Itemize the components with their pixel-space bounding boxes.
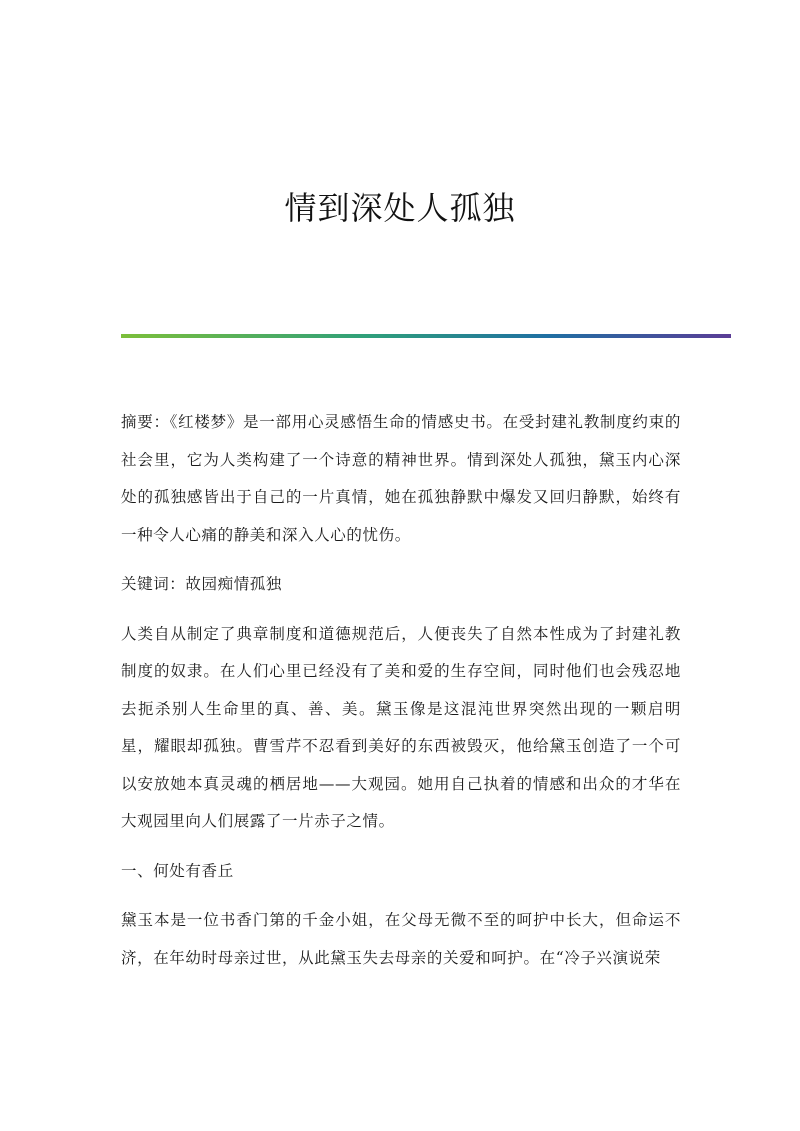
abstract-paragraph: 摘要：《红楼梦》是一部用心灵感悟生命的情感史书。在受封建礼教制度约束的社会里，它为人类构建了一个诗意的精神世界。情到深处人孤独，黛玉内心深处的孤独感皆出于自己的一片真情，她在孤独静默中爆发又回归静默，始终有一种令人心痛的静美和深入人心的忧伤。 — [121, 413, 681, 544]
body-text — [121, 404, 681, 989]
page-title: 情到深处人孤独 — [284, 189, 516, 227]
body-paragraph: 黛玉本是一位书香门第的千金小姐，在父母无微不至的呵护中长大，但命运不济，在年幼时母亲过世，从此黛玉失去母亲的关爱和呵护。在“冷子兴演说荣 — [121, 911, 681, 967]
keywords-paragraph: 关键词：故园痴情孤独 — [121, 575, 283, 593]
section-heading: 一、何处有香丘 — [121, 861, 234, 880]
body-paragraph: 人类自从制定了典章制度和道德规范后，人便丧失了自然本性成为了封建礼教制度的奴隶。在人们心里已经没有了美和爱的生存空间，同时他们也会残忍地去扼杀别人生命里的真、善、美。黛玉像是这混沌世界突然出现的一颗启明星，耀眼却孤独。曹雪芹不忍看到美好的东西被毁灭，他给黛玉创造了一个可以安放她本真灵魂的栖居地——大观园。她用自己执着的情感和出众的才华在大观园里向人们展露了一片赤子之情。 — [121, 624, 681, 830]
title-divider — [121, 334, 731, 338]
